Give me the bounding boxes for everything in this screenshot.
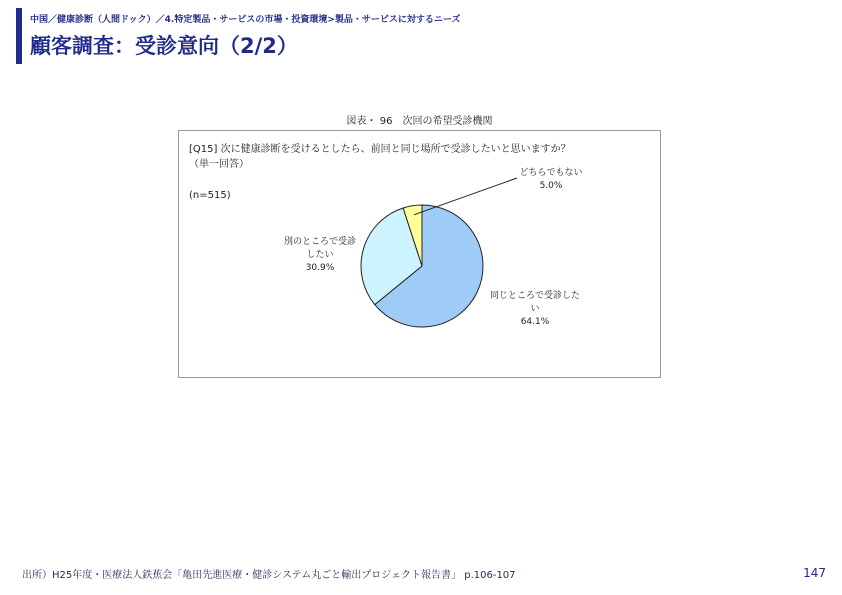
slice-value-2: 30.9% — [305, 263, 335, 273]
breadcrumb: 中国／健康診断（人間ドック）／4.特定製品・サービスの市場・投資環境>製品・サービスに対するニーズ — [30, 15, 461, 25]
survey-question: [Q15] 次に健康診断を受けるとしたら、前回と同じ場所で受診したいと思いますか？（単一回答） — [189, 144, 571, 170]
source-note: 出所）H25年度・医療法人鉄蕉会「亀田先進医療・健診システム丸ごと輸出プロジェクト報告書」 p.106-107 — [22, 570, 516, 581]
pie-chart — [179, 131, 662, 379]
figure-caption: 図表・ 96 次回の希望受診機関 — [346, 116, 493, 127]
slice-label-1: 同じところで受診したい 64.1% — [490, 291, 580, 327]
sample-size-label: (n=515) — [189, 190, 231, 201]
page-number: 147 — [803, 566, 826, 580]
slice-label-2: 別のところで受診したい 30.9% — [284, 237, 356, 273]
title-accent-bar — [16, 8, 22, 64]
slice-value-1: 64.1% — [520, 317, 550, 327]
chart-frame — [178, 130, 661, 378]
slice-value-3: 5.0% — [539, 181, 563, 191]
slice-label-3: どちらでもない 5.0% — [519, 168, 583, 191]
leader-line — [414, 178, 517, 215]
page-title: 顧客調査：受診意向（2/2） — [30, 34, 298, 58]
